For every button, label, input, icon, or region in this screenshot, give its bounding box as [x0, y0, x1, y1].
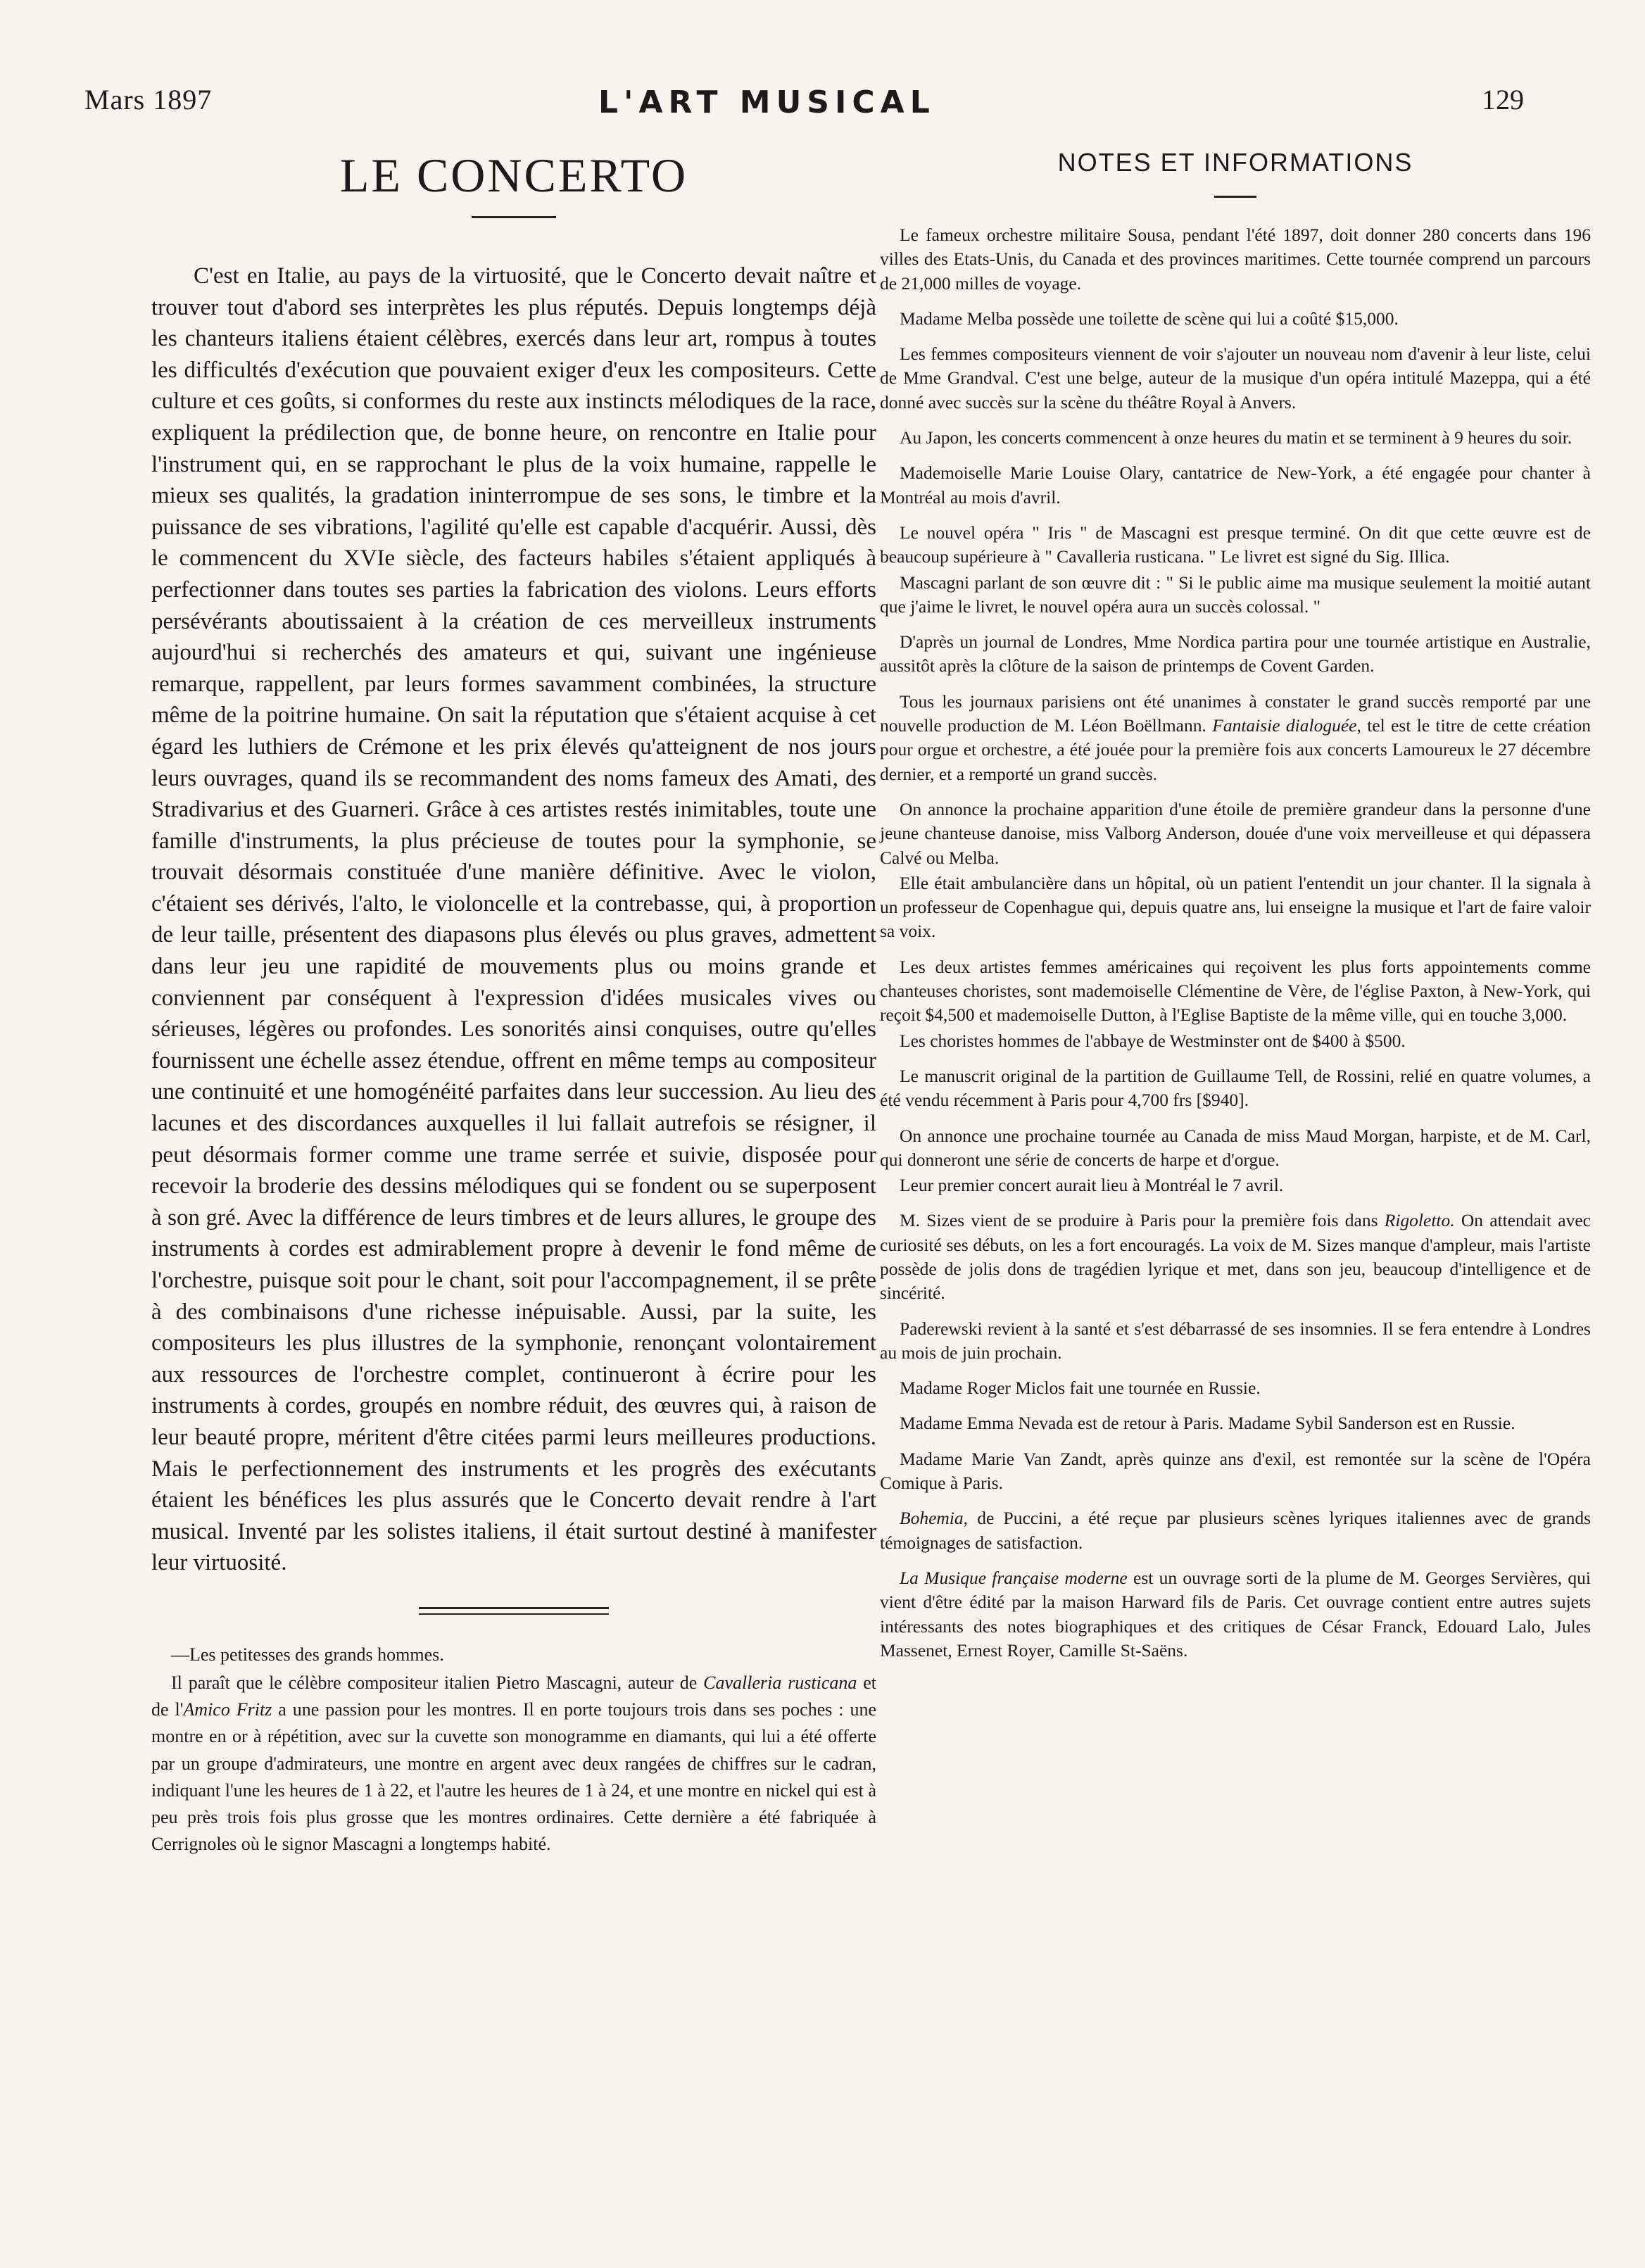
right-column: [880, 148, 1591, 1674]
footnote-paragraph: Il paraît que le célèbre compositeur italien Pietro Mascagni, auteur de Cavalleria rusticana et de l'Amico Fritz a une passion pour les montres. Il en porte toujours trois dans ses poches : une montre en or à répétition, avec sur la cuvette son monogramme en diamants, qui lui a été offerte par un groupe d'admirateurs, une montre en argent avec deux rangées de chiffres sur le cadran, indiquant l'une les heures de 1 à 22, et l'autre les heures de 1 à 24, et une montre en nickel qui est à peu près trois fois plus grosse que les montres ordinaires. Cette dernière a été fabriquée à Cerrignoles où le signor Mascagni a longtemps habité.: [151, 1672, 877, 1855]
note-item: Mascagni parlant de son œuvre dit : " Si le public aime ma musique seulement la moitié autant que j'aime le livret, le nouvel opéra aura un succès colossal. ": [880, 572, 1591, 617]
note-item: Bohemia, de Puccini, a été reçue par plusieurs scènes lyriques italiennes avec de grands témoignages de satisfaction.: [880, 1508, 1591, 1553]
article-end-rule: [419, 1607, 609, 1609]
page-number: 129: [1482, 84, 1524, 115]
note-item: On annonce la prochaine apparition d'une étoile de première grandeur dans la personne d'une jeune chanteuse danoise, miss Valborg Anderson, douée d'une voix merveilleuse et qui dépassera Calvé ou Melba.: [880, 798, 1591, 868]
title-rule: [472, 216, 556, 218]
footnote-heading: —Les petitesses des grands hommes.: [171, 1644, 444, 1665]
note-item: Leur premier concert aurait lieu à Montréal le 7 avril.: [900, 1175, 1284, 1196]
note-item: Tous les journaux parisiens ont été unanimes à constater le grand succès remporté par une nouvelle production de M. Léon Boëllmann. Fantaisie dialoguée, tel est le titre de cette création pour orgue et orchestre, a été jouée pour la première fois aux concerts Lamoureux le 27 décembre dernier, et a remporté un grand succès.: [880, 691, 1591, 784]
note-item: On annonce une prochaine tournée au Canada de miss Maud Morgan, harpiste, et de M. Carl, qui donneront une série de concerts de harpe et d'orgue.: [880, 1125, 1591, 1170]
note-item: Elle était ambulancière dans un hôpital, où un patient l'entendit un jour chanter. Il la signala à un professeur de Copenhague qui, depuis quatre ans, lui enseigne la musique et l'art de faire valoir sa voix.: [880, 872, 1591, 942]
note-item: La Musique française moderne est un ouvrage sorti de la plume de M. Georges Servières, qui vient d'être édité par la maison Harward fils de Paris. Cet ouvrage contient entre autres sujets intéressants des notes biographiques et des critiques de César Franck, Edouard Lalo, Jules Massenet, Ernest Royer, Camille St-Saëns.: [880, 1567, 1591, 1661]
note-item: M. Sizes vient de se produire à Paris pour la première fois dans Rigoletto. On attendait avec curiosité ses débuts, on les a fort encouragés. La voix de M. Sizes manque d'ampleur, mais l'artiste possède de jolis dons de tragédien lyrique et met, dans son jeu, beaucoup d'intelligence et de sincérité.: [880, 1210, 1591, 1304]
note-item: D'après un journal de Londres, Mme Nordica partira pour une tournée artistique en Australie, aussitôt après la clôture de la saison de printemps de Covent Garden.: [880, 631, 1591, 676]
note-item: Le manuscrit original de la partition de Guillaume Tell, de Rossini, relié en quatre volumes, a été vendu récemment à Paris pour 4,700 frs [$940].: [880, 1065, 1591, 1111]
note-item: Les femmes compositeurs viennent de voir s'ajouter un nouveau nom d'avenir à leur liste, celui de Mme Grandval. C'est une belge, auteur de la musique d'un opéra intitulé Mazeppa, qui a été donné avec succès sur la scène du théâtre Royal à Anvers.: [880, 344, 1591, 412]
note-item: Mademoiselle Marie Louise Olary, cantatrice de New-York, a été engagée pour chanter à Montréal au mois d'avril.: [880, 462, 1591, 508]
issue-date: Mars 1897: [84, 84, 213, 115]
note-item: Le fameux orchestre militaire Sousa, pendant l'été 1897, doit donner 280 concerts dans 196 villes des Etats-Unis, du Canada et des provinces maritimes. Cette tournée comprend un parcours de 21,000 milles de voyage.: [880, 225, 1591, 294]
note-item: Paderewski revient à la santé et s'est débarrassé de ses insomnies. Il se fera entendre à Londres au mois de juin prochain.: [880, 1318, 1591, 1363]
article-end-rule-2: [419, 1613, 609, 1615]
note-item: Madame Marie Van Zandt, après quinze ans d'exil, est remontée sur la scène de l'Opéra Comique à Paris.: [880, 1448, 1591, 1494]
note-item: Le nouvel opéra " Iris " de Mascagni est presque terminé. On dit que cette œuvre est de beaucoup supérieure à " Cavalleria rusticana. " Le livret est signé du Sig. Illica.: [880, 522, 1591, 567]
note-item: Au Japon, les concerts commencent à onze heures du matin et se terminent à 9 heures du soir.: [900, 427, 1572, 448]
note-item: Les deux artistes femmes américaines qui reçoivent les plus forts appointements comme chanteuses choristes, sont mademoiselle Clémentine de Vère, de l'église Paxton, à New-York, qui reçoit $4,500 et mademoiselle Dutton, à l'Eglise Baptiste de la même ville, qui en touche 3,000.: [880, 956, 1591, 1026]
article-title: LE CONCERTO: [339, 149, 688, 202]
publication-title: L'ART MUSICAL: [598, 84, 935, 120]
note-item: Madame Roger Miclos fait une tournée en Russie.: [900, 1378, 1261, 1399]
note-item: Madame Melba possède une toilette de scène qui lui a coûté $15,000.: [900, 308, 1399, 329]
note-item: Les choristes hommes de l'abbaye de Westminster ont de $400 à $500.: [900, 1030, 1406, 1051]
notes-title: NOTES ET INFORMATIONS: [1057, 148, 1413, 177]
note-item: Madame Emma Nevada est de retour à Paris. Madame Sybil Sanderson est en Russie.: [900, 1413, 1515, 1434]
notes-title-rule: [1214, 196, 1256, 198]
article-body: C'est en Italie, au pays de la virtuosité, que le Concerto devait naître et trouver tout d'abord ses interprètes les plus réputés. Depuis longtemps déjà les chanteurs italiens étaient célèbres, exercés dans leur art, rompus à toutes les difficultés d'exécution que pouvaient exiger d'eux les compositeurs. Cette culture et ces goûts, si conformes du reste aux instincts mélodiques de la race, expliquent la prédilection que, de bonne heure, on rencontre en Italie pour l'instrument qui, en se rapprochant le plus de la voix humaine, rappelle le mieux ses qualités, la gradation ininterrompue de ses sons, le timbre et la puissance de ses vibrations, l'agilité qu'elle est capable d'acquérir. Aussi, dès le commencent du XVIe siècle, des facteurs habiles s'étaient appliqués à perfectionner dans toutes ses parties la fabrication des violons. Leurs efforts persévérants aboutissaient à la création de ces merveilleux instruments aujourd'hui si recherchés des amateurs et qui, suivant une ingénieuse remarque, rappellent, par leurs formes savamment combinées, la structure même de la poitrine humaine. On sait la réputation que s'étaient acquise à cet égard les luthiers de Crémone et les prix élevés qu'atteignent de nos jours leurs ouvrages, quand ils se recommandent des noms fameux des Amati, des Stradivarius et des Guarneri. Grâce à ces artistes restés inimitables, toute une famille d'instruments, la plus précieuse de toutes pour la symphonie, se trouvait désormais constituée d'une manière définitive. Avec le violon, c'étaient ses dérivés, l'alto, le violoncelle et la contrebasse, qui, à proportion de leur taille, présentent des diapasons plus élevés ou plus graves, admettent dans leur jeu une rapidité de mouvements plus ou moins grande et conviennent par conséquent à l'expression d'idées musicales vives ou sérieuses, légères ou profondes. Les sonorités ainsi conquises, outre qu'elles fournissent une échelle assez étendue, offrent en même temps au compositeur une continuité et une homogénéité parfaites dans leur succession. Au lieu des lacunes et des discordances auxquelles il lui fallait autrefois se résigner, il peut désormais former comme une trame serrée et suivie, disposée pour recevoir la broderie des dessins mélodiques qui se fondent ou se superposent à son gré. Avec la différence de leurs timbres et de leurs allures, le groupe des instruments à cordes est admirablement propre à devenir le fond même de l'orchestre, puisque soit pour le chant, soit pour l'accompagnement, il se prête à des combinaisons d'une richesse inépuisable. Aussi, par la suite, les compositeurs les plus illustres de la symphonie, renonçant volontairement aux ressources de l'orchestre complet, continueront à écrire pour les instruments à cordes, groupés en nombre réduit, des œuvres qui, à raison de leur beauté propre, méritent d'être citées parmi leurs meilleures productions. Mais le perfectionnement des instruments et les progrès des exécutants étaient les bénéfices les plus assurés que le Concerto devait rendre à l'art musical. Inventé par les solistes italiens, il était surtout destiné à manifester leur virtuosité.: [151, 263, 876, 1576]
left-column: [151, 148, 876, 1858]
